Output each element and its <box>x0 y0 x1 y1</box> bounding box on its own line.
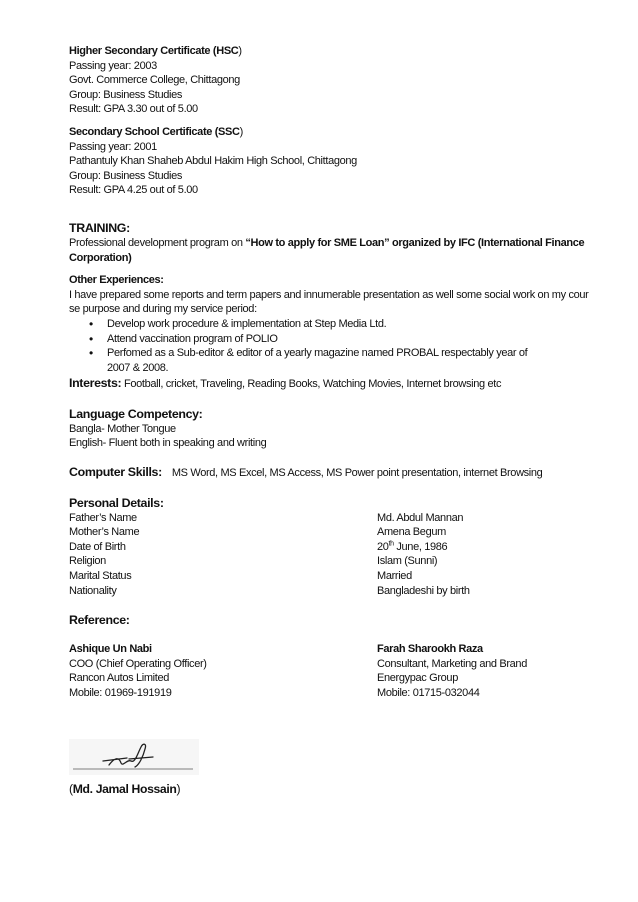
reference-right-company: Energypac Group <box>377 672 458 685</box>
personal-label: Marital Status <box>69 570 132 583</box>
hsc-college: Govt. Commerce College, Chittagong <box>69 74 240 87</box>
personal-label: Religion <box>69 555 106 568</box>
hsc-result-value: GPA 3.30 out of 5.00 <box>100 103 198 116</box>
ssc-title-prefix: Secondary School Certificate ( <box>69 125 219 138</box>
training-heading: TRAINING: <box>69 220 130 235</box>
personal-row <box>69 584 589 599</box>
interests <box>69 376 589 392</box>
list-item: • Develop work procedure & implementation at Step Media Ltd. <box>69 317 589 332</box>
personal-label: Date of Birth <box>69 540 126 553</box>
computer-skills-value: MS Word, MS Excel, MS Access, MS Power point presentation, internet Browsing <box>171 467 543 480</box>
other-experiences-heading: Other Experiences: <box>69 274 164 287</box>
hsc-title <box>69 44 589 59</box>
reference-right-title: Consultant, Marketing and Brand <box>377 657 527 670</box>
ssc-title-suffix: ) <box>239 125 243 138</box>
personal-row <box>69 540 589 555</box>
personal-row <box>69 511 589 526</box>
hsc-title-abbr: HSC <box>216 45 239 57</box>
training-text <box>69 236 589 265</box>
reference-row <box>69 657 589 672</box>
hsc-title-suffix: ) <box>238 45 242 57</box>
reference-left-mobile: Mobile: 01969-191919 <box>69 687 172 699</box>
hsc-passing-year: Passing year: 2003 <box>69 59 157 72</box>
training-text-bold: “How to apply for SME Loan” organized by IFC (International Finance Corporation) <box>69 236 585 264</box>
other-experiences-list <box>69 317 589 375</box>
ssc-result-value: GPA 4.25 out of 5.00 <box>100 184 198 197</box>
interests-value: Football, cricket, Traveling, Reading Books, Watching Movies, Internet browsing etc <box>121 378 502 391</box>
personal-value: Amena Begum <box>377 526 446 539</box>
reference-right-mobile: Mobile: 01715-032044 <box>377 687 480 699</box>
reference-row <box>69 686 589 701</box>
signature-close: ) <box>176 781 181 796</box>
resume-page <box>69 44 589 796</box>
hsc-title-prefix: Higher Secondary Certificate ( <box>69 45 217 57</box>
dob-suffix: th <box>388 540 394 548</box>
personal-row <box>69 554 589 569</box>
signature-open: ( <box>69 781 73 796</box>
ssc-school: Pathantuly Khan Shaheb Abdul Hakim High School, Chittagong <box>69 155 357 168</box>
other-experiences-intro: I have prepared some reports and term papers and innumerable presentation as well some social work on my course purpose and during my service period: <box>69 288 589 316</box>
language-line: English- Fluent both in speaking and writing <box>69 437 267 450</box>
language-line: Bangla- Mother Tongue <box>69 422 176 435</box>
reference-left-company: Rancon Autos Limited <box>69 672 170 685</box>
ssc-title <box>69 125 589 140</box>
hsc-result <box>69 102 589 117</box>
ssc-passing-year: Passing year: 2001 <box>69 140 157 153</box>
personal-label: Father’s Name <box>69 511 137 524</box>
signature-name-text: Md. Jamal Hossain <box>72 781 177 796</box>
personal-row <box>69 525 589 540</box>
computer-skills-label: Computer Skills: <box>69 465 162 480</box>
reference-heading: Reference: <box>69 613 130 628</box>
reference-row <box>69 671 589 686</box>
computer-skills <box>69 465 589 481</box>
interests-label: Interests: <box>69 376 122 391</box>
list-item: • Perfomed as a Sub-editor & editor of a yearly magazine named PROBAL respectably year of 2007 & 2008. <box>69 346 589 375</box>
training-text-plain: Professional development program on <box>69 236 246 249</box>
personal-label: Nationality <box>69 584 117 597</box>
signature-image <box>69 739 199 775</box>
ssc-title-abbr: SSC <box>218 125 240 138</box>
list-item: • Attend vaccination program of POLIO <box>69 332 589 347</box>
hsc-result-label: Result: <box>69 103 101 116</box>
reference-row <box>69 642 589 657</box>
reference-left-title: COO (Chief Operating Officer) <box>69 657 207 670</box>
dob-rest: June, 1986 <box>393 540 448 553</box>
reference-left-name: Ashique Un Nabi <box>69 643 152 656</box>
personal-label: Mother’s Name <box>69 526 140 539</box>
personal-row <box>69 569 589 584</box>
personal-value: Married <box>377 570 412 583</box>
hsc-group: Group: Business Studies <box>69 88 183 101</box>
ssc-result <box>69 183 589 198</box>
ssc-group: Group: Business Studies <box>69 169 183 182</box>
language-heading: Language Competency: <box>69 406 203 421</box>
personal-details-heading: Personal Details: <box>69 495 164 510</box>
personal-value: Md. Abdul Mannan <box>377 511 464 524</box>
reference-right-name: Farah Sharookh Raza <box>377 643 483 656</box>
personal-value <box>377 540 447 555</box>
ssc-result-label: Result: <box>69 184 101 197</box>
dob-day: 20 <box>377 540 389 553</box>
personal-value: Islam (Sunni) <box>377 555 438 568</box>
personal-value: Bangladeshi by birth <box>377 584 470 597</box>
signature-name <box>69 782 589 797</box>
